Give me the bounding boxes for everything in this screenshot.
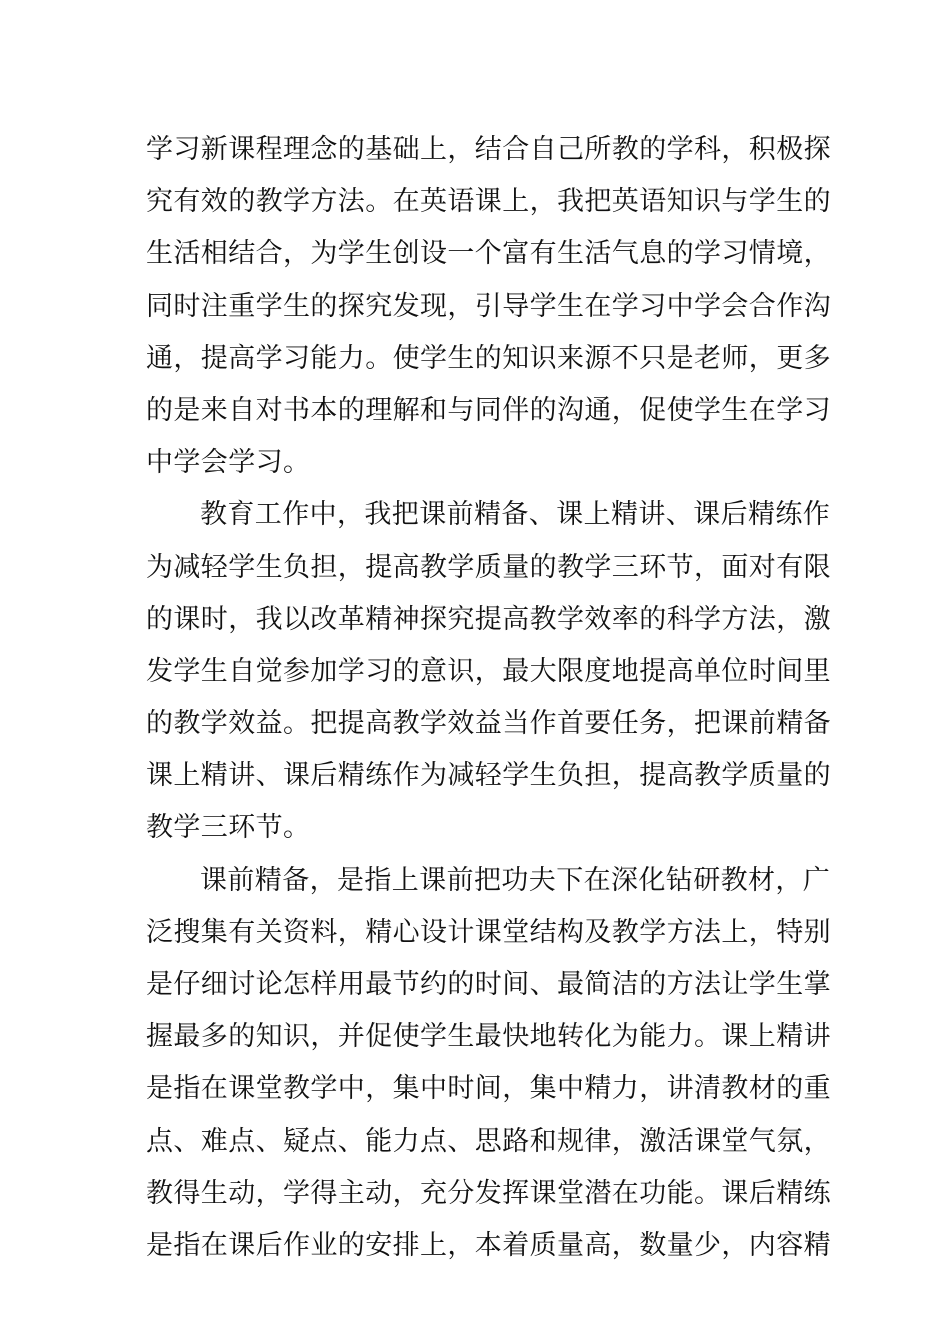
- text-line: 课上精讲、课后精练作为减轻学生负担，提高教学质量的: [146, 760, 831, 792]
- text-line: 泛搜集有关资料，精心设计课堂结构及教学方法上，特别: [146, 916, 831, 948]
- text-line: 握最多的知识，并促使学生最快地转化为能力。课上精讲: [146, 1021, 831, 1053]
- text-line: 是仔细讨论怎样用最节约的时间、最简洁的方法让学生掌: [146, 969, 831, 1000]
- text-line: 是指在课后作业的安排上，本着质量高，数量少，内容精: [146, 1229, 831, 1261]
- paragraph-2: [146, 489, 831, 854]
- text-line: 中学会学习。: [146, 447, 311, 479]
- text-line: 同时注重学生的探究发现，引导学生在学习中学会合作沟: [146, 290, 831, 322]
- text-line: 的课时，我以改革精神探究提高教学效率的科学方法，激: [146, 603, 831, 635]
- text-line: 教学三环节。: [146, 812, 311, 844]
- text-line: 通，提高学习能力。使学生的知识来源不只是老师，更多: [146, 342, 831, 374]
- text-line: 的是来自对书本的理解和与同伴的沟通，促使学生在学习: [146, 394, 831, 426]
- text-line: 究有效的教学方法。在英语课上，我把英语知识与学生的: [146, 186, 831, 218]
- text-line-indented: 教育工作中，我把课前精备、课上精讲、课后精练作: [200, 499, 831, 531]
- text-line-indented: 课前精备，是指上课前把功夫下在深化钻研教材，广: [200, 864, 831, 896]
- text-line: 学习新课程理念的基础上，结合自己所教的学科，积极探: [146, 134, 831, 165]
- text-line: 教得生动，学得主动，充分发挥课堂潜在功能。课后精练: [146, 1177, 831, 1209]
- paragraph-3: [146, 855, 831, 1273]
- paragraph-1: [146, 124, 831, 489]
- document-body: [146, 124, 831, 1272]
- text-line: 为减轻学生负担，提高教学质量的教学三环节，面对有限: [146, 551, 831, 583]
- text-line: 是指在课堂教学中，集中时间，集中精力，讲清教材的重: [146, 1073, 831, 1105]
- text-line: 生活相结合，为学生创设一个富有生活气息的学习情境，: [146, 238, 831, 270]
- text-line: 的教学效益。把提高教学效益当作首要任务，把课前精备: [146, 708, 831, 740]
- text-line: 发学生自觉参加学习的意识，最大限度地提高单位时间里: [146, 655, 831, 687]
- text-line: 点、难点、疑点、能力点、思路和规律，激活课堂气氛，: [146, 1125, 831, 1157]
